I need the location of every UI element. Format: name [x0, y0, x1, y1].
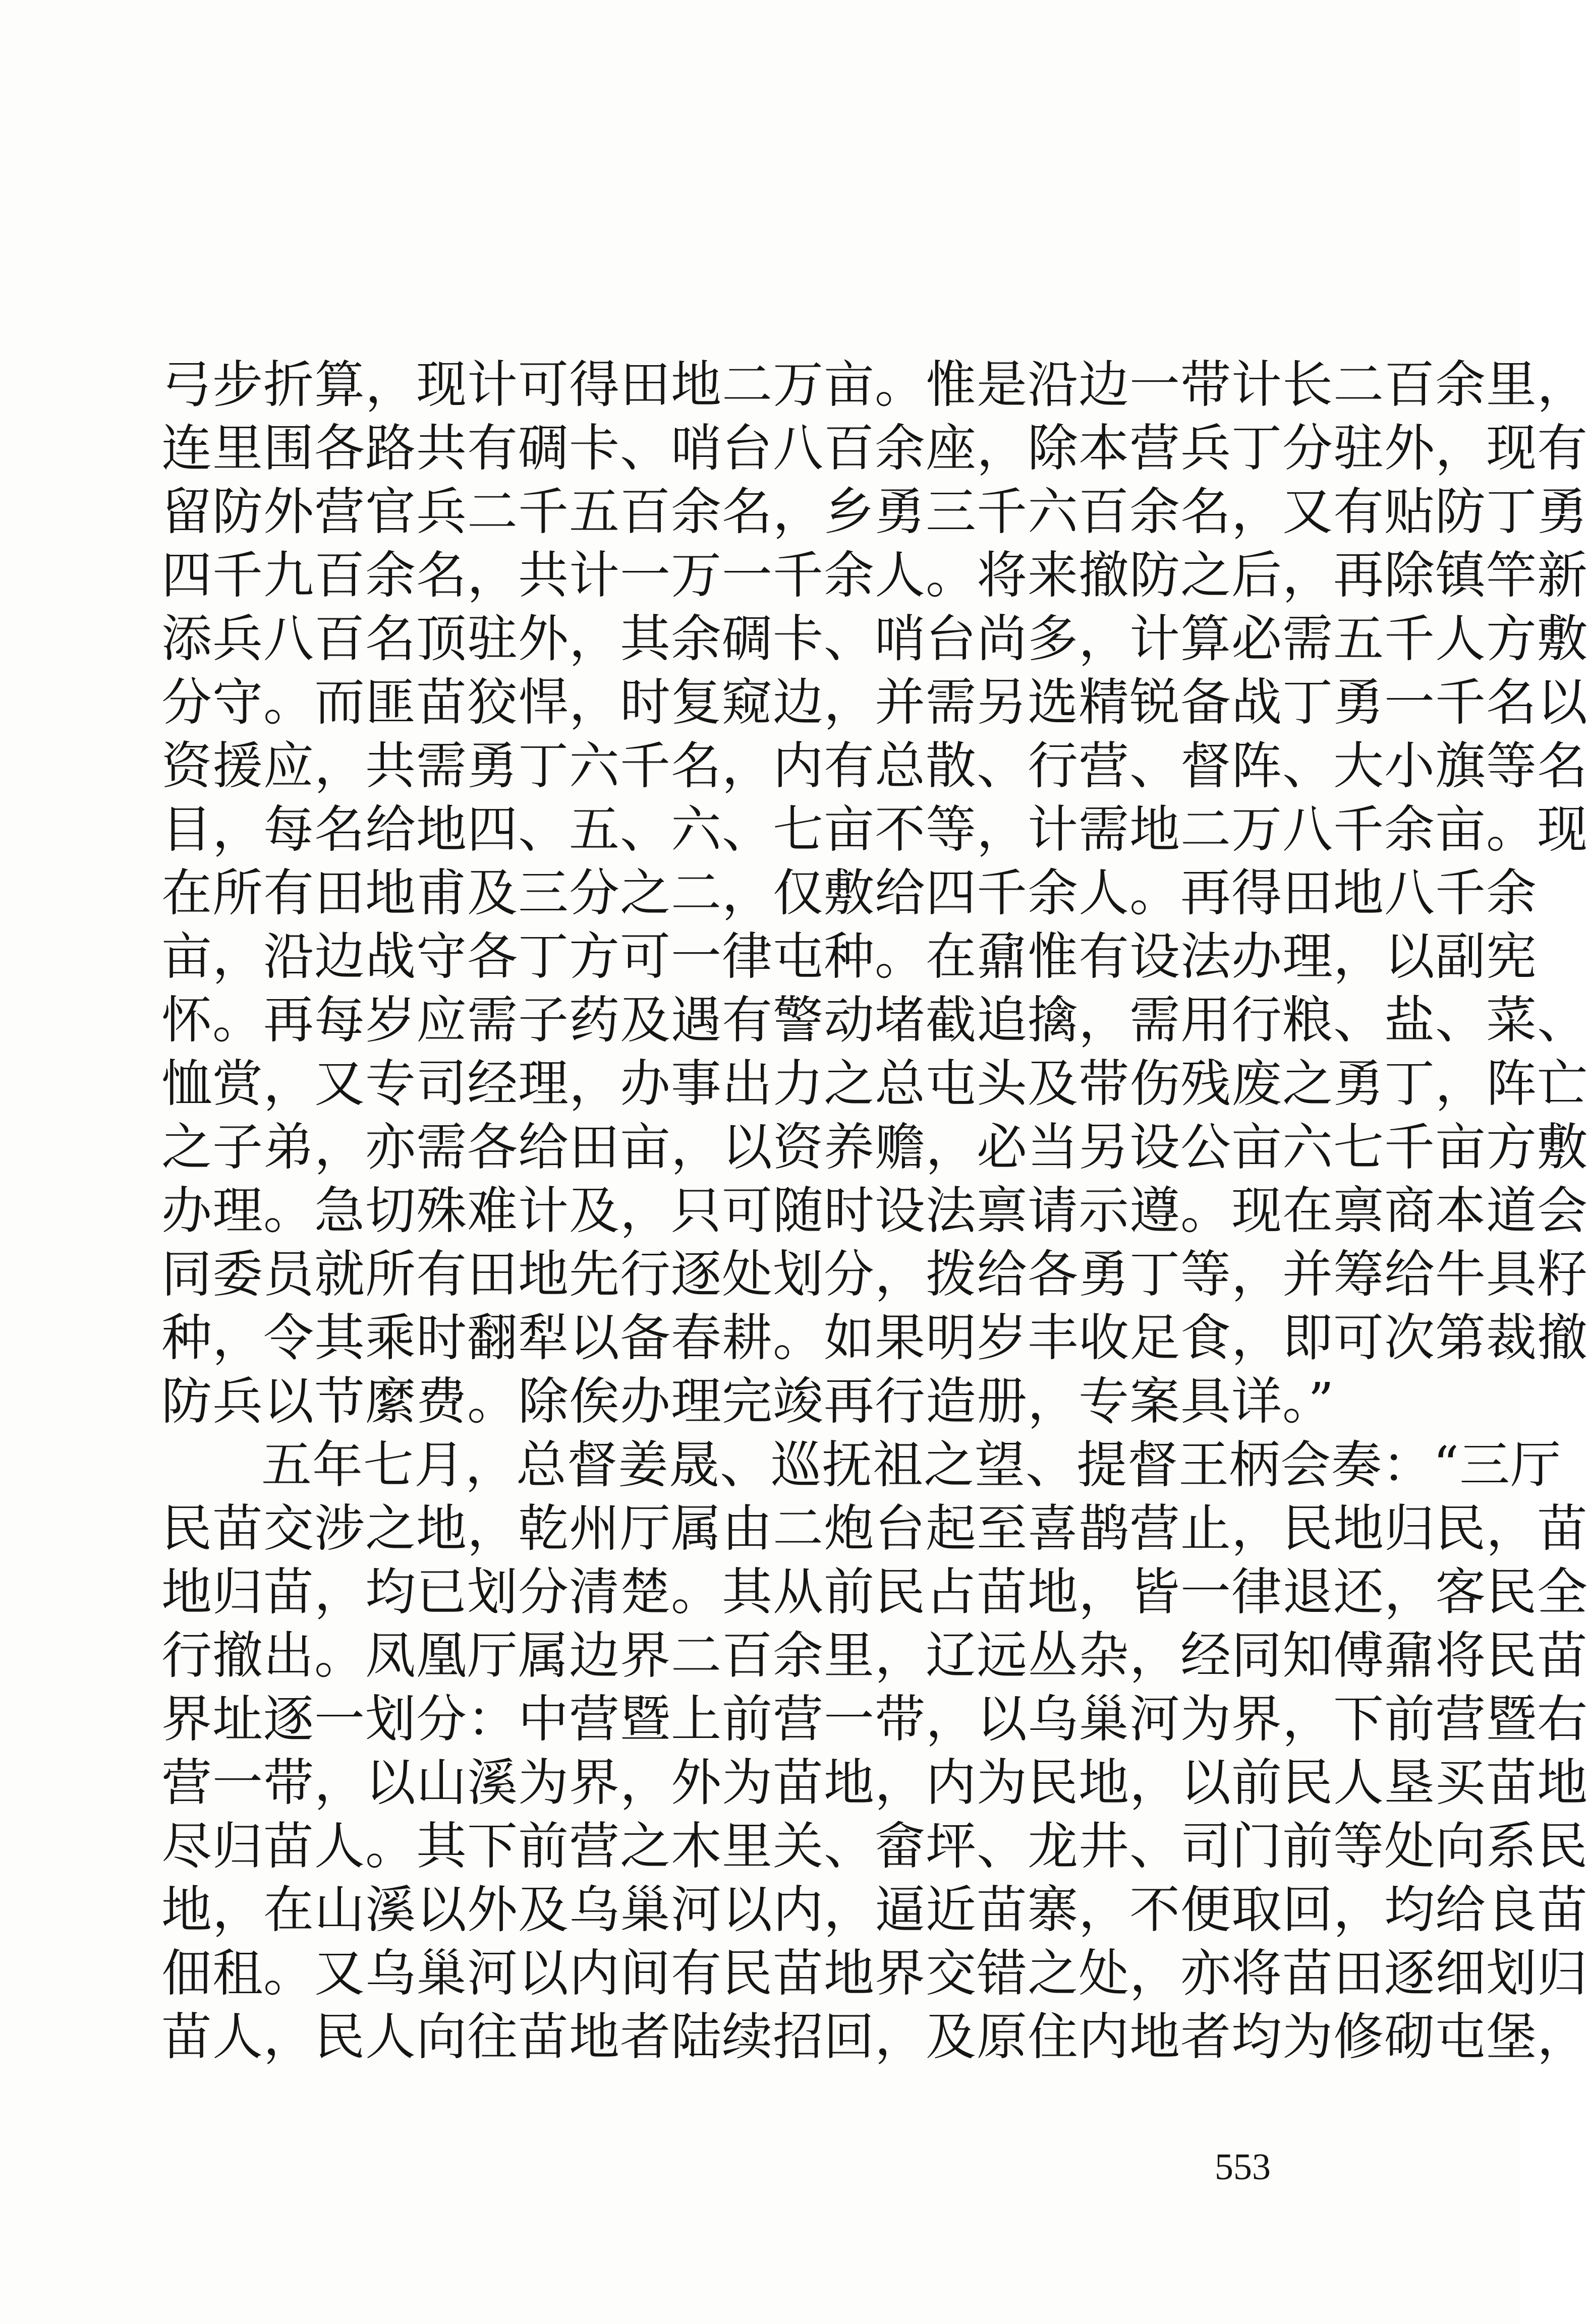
text-line: 苗人，民人向往苗地者陆续招回，及原住内地者均为修砌屯堡，: [161, 2007, 1588, 2066]
text-line: 营一带，以山溪为界，外为苗地，内为民地，以前民人垦买苗地: [161, 1753, 1588, 1812]
body-text: [161, 353, 1588, 2069]
text-line: 同委员就所有田地先行逐处划分，拨给各勇丁等，并筹给牛具籽: [161, 1245, 1588, 1304]
text-line: 连里围各路共有碉卡、哨台八百余座，除本营兵丁分驻外，现有: [161, 419, 1588, 478]
text-line: 佃租。又乌巢河以内间有民苗地界交错之处，亦将苗田逐细划归: [161, 1944, 1588, 2003]
text-line: 尽归苗人。其下前营之木里关、畲坪、龙井、司门前等处向系民: [161, 1817, 1588, 1876]
text-line: 地归苗，均已划分清楚。其从前民占苗地，皆一律退还，客民全: [161, 1562, 1588, 1621]
text-line: 地，在山溪以外及乌巢河以内，逼近苗寨，不便取回，均给良苗: [161, 1880, 1588, 1939]
text-line: 恤赏，又专司经理，办事出力之总屯头及带伤残废之勇丁，阵亡: [161, 1054, 1588, 1113]
text-line: 添兵八百名顶驻外，其余碉卡、哨台尚多，计算必需五千人方敷: [161, 609, 1588, 668]
text-line: 四千九百余名，共计一万一千余人。将来撤防之后，再除镇竿新: [161, 546, 1588, 605]
page-number: 553: [1215, 2146, 1271, 2188]
text-line: 亩，沿边战守各丁方可一律屯种。在鼐惟有设法办理，以副宪: [161, 927, 1537, 986]
text-line: 在所有田地甫及三分之二，仅敷给四千余人。再得田地八千余: [161, 863, 1537, 922]
text-line: 之子弟，亦需各给田亩，以资养赡，必当另设公亩六七千亩方敷: [161, 1118, 1588, 1177]
text-line: 民苗交涉之地，乾州厅属由二炮台起至喜鹊营止，民地归民，苗: [161, 1499, 1588, 1558]
text-line: 防兵以节縻费。除俟办理完竣再行造册，专案具详。”: [161, 1372, 1335, 1431]
text-line: 怀。再每岁应需子药及遇有警动堵截追擒，需用行粮、盐、菜、: [161, 991, 1588, 1050]
text-line: 分守。而匪苗狡悍，时复窥边，并需另选精锐备战丁勇一千名以: [161, 673, 1588, 732]
paragraph-start-line: 五年七月，总督姜晟、巡抚祖之望、提督王柄会奏：“三厅: [261, 1435, 1562, 1494]
text-line: 行撤出。凤凰厅属边界二百余里，辽远丛杂，经同知傅鼐将民苗: [161, 1626, 1588, 1685]
text-line: 资援应，共需勇丁六千名，内有总散、行营、督阵、大小旗等名: [161, 736, 1588, 795]
text-line: 目，每名给地四、五、六、七亩不等，计需地二万八千余亩。现: [161, 800, 1588, 859]
text-line: 弓步折算，现计可得田地二万亩。惟是沿边一带计长二百余里，: [161, 355, 1588, 414]
text-line: 留防外营官兵二千五百余名，乡勇三千六百余名，又有贴防丁勇: [161, 482, 1588, 541]
text-line: 界址逐一划分：中营暨上前营一带，以乌巢河为界，下前营暨右: [161, 1690, 1588, 1749]
text-line: 种，令其乘时翻犁以备春耕。如果明岁丰收足食，即可次第裁撤: [161, 1308, 1588, 1367]
text-line: 办理。急切殊难计及，只可随时设法禀请示遵。现在禀商本道会: [161, 1181, 1588, 1240]
